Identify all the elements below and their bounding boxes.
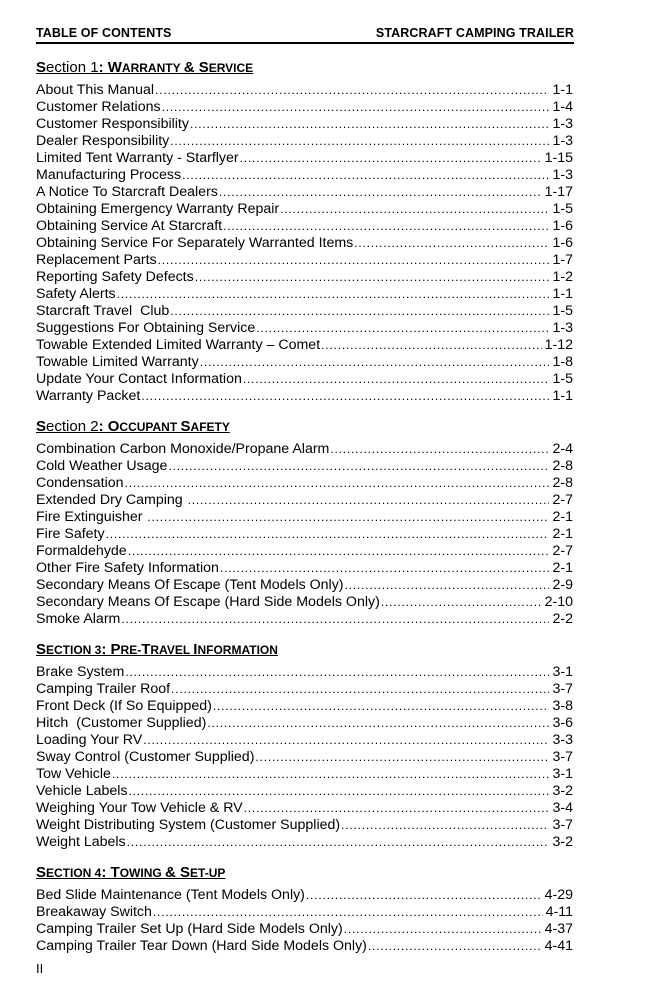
toc-entry[interactable] (36, 492, 573, 509)
toc-entry[interactable] (36, 766, 573, 783)
toc-entry[interactable] (36, 800, 573, 817)
entry-page-number: 1-3 (552, 116, 573, 132)
toc-entry[interactable] (36, 371, 573, 388)
entry-page-number: 1-5 (552, 303, 573, 319)
entry-title: Weighing Your Tow Vehicle & RV (36, 800, 243, 816)
toc-entry[interactable] (36, 543, 573, 560)
entry-title: Loading Your RV (36, 732, 143, 748)
entry-title: Condensation (36, 475, 124, 491)
entry-page-number: 2-8 (552, 475, 573, 491)
entry-title: Vehicle Labels (36, 783, 128, 799)
entry-title: Smoke Alarm (36, 611, 121, 627)
entry-page-number: 1-3 (552, 133, 573, 149)
dot-leader (341, 817, 549, 834)
header-right-title: STARCRAFT CAMPING TRAILER (375, 26, 574, 40)
entry-page-number: 3-2 (552, 783, 573, 799)
toc-entry[interactable] (36, 594, 573, 611)
toc-entry[interactable] (36, 116, 573, 133)
entry-title: Breakaway Switch (36, 904, 152, 920)
dot-leader (127, 834, 550, 851)
toc-entry[interactable] (36, 441, 573, 458)
entry-title: Warranty Packet (36, 388, 141, 404)
entry-title: Dealer Responsibility (36, 133, 170, 149)
dot-leader (141, 388, 549, 405)
dot-leader (106, 526, 550, 543)
dot-leader (158, 252, 550, 269)
entry-title: Obtaining Service For Separately Warranted Items (36, 235, 354, 251)
entry-title: Combination Carbon Monoxide/Propane Alarm (36, 441, 330, 457)
entry-title: Obtaining Service At Starcraft (36, 218, 223, 234)
dot-leader (162, 99, 550, 116)
entry-page-number: 2-1 (552, 560, 573, 576)
section-title: Section 1: WARRANTY & SERVICE (36, 59, 254, 76)
entry-title: Update Your Contact Information (36, 371, 242, 387)
toc-entry[interactable] (36, 715, 573, 732)
toc-entry[interactable] (36, 133, 573, 150)
entry-page-number: 1-12 (544, 337, 573, 353)
entry-page-number: 1-7 (552, 252, 573, 268)
entry-title: Weight Labels (36, 834, 126, 850)
entry-page-number: 3-3 (552, 732, 573, 748)
entry-page-number: 1-4 (552, 99, 573, 115)
toc-entry[interactable] (36, 201, 573, 218)
section-title: Section 2: OCCUPANT SAFETY (36, 418, 230, 435)
entry-page-number: 2-1 (552, 526, 573, 542)
toc-entry[interactable] (36, 167, 573, 184)
toc-entry[interactable] (36, 320, 573, 337)
entry-title: Customer Relations (36, 99, 161, 115)
toc-entry[interactable] (36, 82, 573, 99)
entry-page-number: 1-2 (552, 269, 573, 285)
header-divider (36, 42, 574, 44)
entry-title: Secondary Means Of Escape (Hard Side Models Only) (36, 594, 380, 610)
dot-leader (188, 492, 550, 509)
entry-page-number: 1-3 (552, 167, 573, 183)
entry-title: Other Fire Safety Information (36, 560, 219, 576)
entry-title: Weight Distributing System (Customer Supplied) (36, 817, 341, 833)
entry-page-number: 3-7 (552, 817, 573, 833)
dot-leader (345, 577, 550, 594)
entry-page-number: 2-1 (552, 509, 573, 525)
toc-entry[interactable] (36, 388, 573, 405)
dot-leader (240, 150, 542, 167)
entry-title: Towable Extended Limited Warranty – Comet (36, 337, 321, 353)
dot-leader (368, 938, 542, 955)
entry-title: Customer Responsibility (36, 116, 189, 132)
dot-leader (147, 509, 549, 526)
entry-page-number: 2-2 (552, 611, 573, 627)
toc-entry[interactable] (36, 269, 573, 286)
toc-section (36, 640, 573, 851)
toc-entry[interactable] (36, 783, 573, 800)
dot-leader (171, 681, 549, 698)
entry-page-number: 2-8 (552, 458, 573, 474)
entry-title: Secondary Means Of Escape (Tent Models Only) (36, 577, 344, 593)
entry-page-number: 1-6 (552, 218, 573, 234)
entry-page-number: 3-2 (552, 834, 573, 850)
entry-title: A Notice To Starcraft Dealers (36, 184, 218, 200)
dot-leader (207, 715, 549, 732)
toc-section (36, 863, 573, 955)
entry-page-number: 1-1 (552, 286, 573, 302)
toc-entry[interactable] (36, 698, 573, 715)
entry-title: About This Manual (36, 82, 155, 98)
page-number: II (36, 961, 44, 976)
header-left-title: TABLE OF CONTENTS (36, 26, 172, 40)
entry-page-number: 2-9 (552, 577, 573, 593)
dot-leader (243, 371, 550, 388)
dot-leader (168, 458, 549, 475)
dot-leader (256, 320, 549, 337)
entry-page-number: 1-6 (552, 235, 573, 251)
toc-section (36, 58, 573, 405)
toc-entry[interactable] (36, 664, 573, 681)
entry-page-number: 3-1 (552, 766, 573, 782)
entry-page-number: 4-41 (544, 938, 573, 954)
dot-leader (255, 749, 549, 766)
dot-leader (125, 475, 550, 492)
dot-leader (244, 800, 550, 817)
dot-leader (195, 269, 550, 286)
entry-page-number: 1-5 (552, 371, 573, 387)
dot-leader (306, 887, 542, 904)
toc-entry[interactable] (36, 354, 573, 371)
entry-page-number: 3-7 (552, 681, 573, 697)
entry-page-number: 3-6 (552, 715, 573, 731)
entry-page-number: 3-1 (552, 664, 573, 680)
entry-page-number: 4-11 (545, 904, 573, 920)
entry-page-number: 4-29 (544, 887, 573, 903)
entry-page-number: 2-7 (552, 543, 573, 559)
toc-entry[interactable] (36, 252, 573, 269)
dot-leader (143, 732, 549, 749)
entry-page-number: 1-8 (552, 354, 573, 370)
entry-title: Manufacturing Process (36, 167, 182, 183)
toc-entry[interactable] (36, 921, 573, 938)
toc-entry[interactable] (36, 184, 573, 201)
dot-leader (190, 116, 550, 133)
entry-title: Camping Trailer Set Up (Hard Side Models Only) (36, 921, 343, 937)
toc-entry[interactable] (36, 337, 573, 354)
dot-leader (125, 664, 549, 681)
toc-entry[interactable] (36, 904, 573, 921)
page-header (36, 26, 574, 42)
entry-page-number: 4-37 (544, 921, 573, 937)
dot-leader (220, 560, 550, 577)
toc-entry[interactable] (36, 286, 573, 303)
toc-entry[interactable] (36, 560, 573, 577)
entry-title: Suggestions For Obtaining Service (36, 320, 256, 336)
toc-entry[interactable] (36, 475, 573, 492)
toc-entry[interactable] (36, 458, 573, 475)
entry-page-number: 2-7 (552, 492, 573, 508)
entry-page-number: 1-17 (544, 184, 573, 200)
entry-title: Formaldehyde (36, 543, 127, 559)
toc-entry[interactable] (36, 732, 573, 749)
entry-title: Tow Vehicle (36, 766, 111, 782)
dot-leader (219, 184, 542, 201)
dot-leader (213, 698, 550, 715)
entry-title: Towable Limited Warranty (36, 354, 199, 370)
entry-page-number: 3-4 (552, 800, 573, 816)
entry-page-number: 3-8 (552, 698, 573, 714)
dot-leader (330, 441, 549, 458)
entry-page-number: 3-7 (552, 749, 573, 765)
dot-leader (381, 594, 542, 611)
dot-leader (170, 303, 549, 320)
entry-page-number: 1-5 (552, 201, 573, 217)
toc-entry[interactable] (36, 99, 573, 116)
entry-page-number: 2-10 (544, 594, 573, 610)
dot-leader (155, 82, 549, 99)
section-title: SECTION 3: PRE-TRAVEL INFORMATION (36, 641, 278, 658)
table-of-contents (36, 58, 573, 967)
toc-entry[interactable] (36, 577, 573, 594)
entry-title: Hitch (Customer Supplied) (36, 715, 207, 731)
dot-leader (153, 904, 543, 921)
toc-section (36, 417, 573, 628)
toc-entry[interactable] (36, 526, 573, 543)
toc-entry[interactable] (36, 938, 573, 955)
entry-title: Fire Extinguisher (36, 509, 147, 525)
entry-title: Limited Tent Warranty - Starflyer (36, 150, 239, 166)
toc-entry[interactable] (36, 150, 573, 167)
entry-title: Cold Weather Usage (36, 458, 168, 474)
toc-entry[interactable] (36, 681, 573, 698)
entry-title: Replacement Parts (36, 252, 157, 268)
entry-page-number: 2-4 (552, 441, 573, 457)
dot-leader (200, 354, 550, 371)
entry-title: Fire Safety (36, 526, 105, 542)
entry-page-number: 1-15 (544, 150, 573, 166)
dot-leader (354, 235, 549, 252)
entry-title: Extended Dry Camping (36, 492, 187, 508)
entry-title: Camping Trailer Tear Down (Hard Side Models Only) (36, 938, 367, 954)
entry-title: Safety Alerts (36, 286, 116, 302)
dot-leader (128, 543, 550, 560)
dot-leader (344, 921, 542, 938)
entry-page-number: 1-3 (552, 320, 573, 336)
entry-title: Reporting Safety Defects (36, 269, 194, 285)
dot-leader (112, 766, 550, 783)
entry-title: Bed Slide Maintenance (Tent Models Only) (36, 887, 305, 903)
toc-entry[interactable] (36, 218, 573, 235)
dot-leader (121, 611, 549, 628)
entry-title: Starcraft Travel Club (36, 303, 170, 319)
toc-entry[interactable] (36, 235, 573, 252)
dot-leader (182, 167, 549, 184)
toc-entry[interactable] (36, 887, 573, 904)
entry-page-number: 1-1 (552, 82, 573, 98)
dot-leader (223, 218, 549, 235)
dot-leader (117, 286, 550, 303)
entry-title: Camping Trailer Roof (36, 681, 171, 697)
dot-leader (321, 337, 541, 354)
toc-entry[interactable] (36, 817, 573, 834)
entry-title: Sway Control (Customer Supplied) (36, 749, 255, 765)
toc-entry[interactable] (36, 611, 573, 628)
toc-entry[interactable] (36, 749, 573, 766)
dot-leader (280, 201, 549, 218)
entry-title: Front Deck (If So Equipped) (36, 698, 212, 714)
entry-title: Brake System (36, 664, 125, 680)
toc-entry[interactable] (36, 834, 573, 851)
dot-leader (170, 133, 549, 150)
dot-leader (129, 783, 550, 800)
toc-entry[interactable] (36, 509, 573, 526)
toc-entry[interactable] (36, 303, 573, 320)
entry-page-number: 1-1 (552, 388, 573, 404)
section-title: SECTION 4: TOWING & SET-UP (36, 864, 226, 881)
entry-title: Obtaining Emergency Warranty Repair (36, 201, 280, 217)
